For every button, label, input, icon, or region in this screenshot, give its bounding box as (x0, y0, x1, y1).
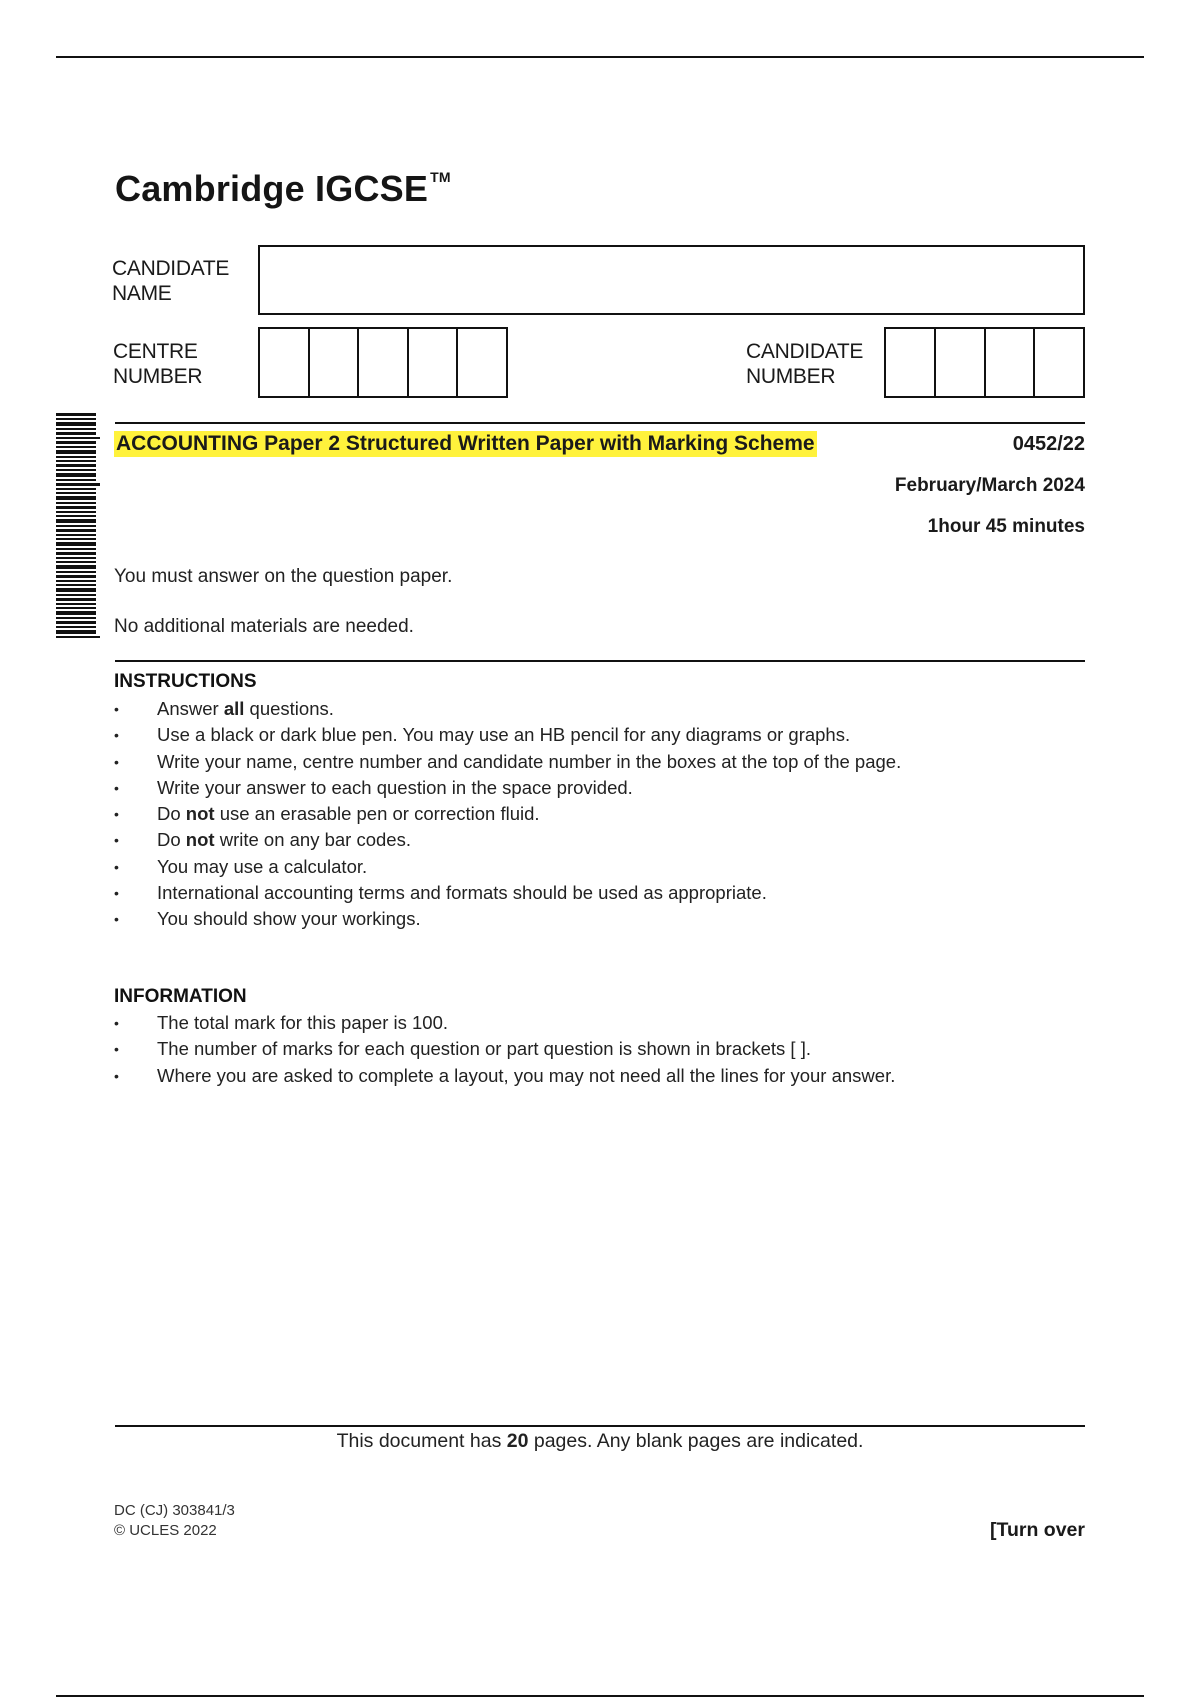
turn-over-label: [Turn over (990, 1519, 1085, 1541)
list-item (114, 722, 1114, 748)
page-count-pre: This document has (336, 1430, 507, 1452)
list-item (114, 827, 1114, 853)
centre-number-label (113, 339, 202, 389)
candidate-number-label (746, 339, 863, 389)
item-text: You should show your workings. (157, 908, 421, 930)
item-text: Do (157, 803, 186, 825)
centre-number-label-line2: NUMBER (113, 365, 203, 388)
bullet-icon: • (114, 779, 119, 796)
candidate-number-cell[interactable] (936, 329, 986, 396)
page-title (115, 168, 451, 210)
exam-duration: 1hour 45 minutes (927, 516, 1085, 537)
list-item (114, 854, 1114, 880)
list-item (114, 906, 1114, 932)
bullet-icon: • (114, 1067, 119, 1084)
item-text: Answer (157, 698, 224, 719)
list-item (114, 1010, 1114, 1036)
instructions-heading: INSTRUCTIONS (114, 671, 257, 692)
bullet-icon: • (114, 885, 119, 902)
information-heading: INFORMATION (114, 986, 247, 1007)
candidate-number-label-line2: NUMBER (746, 365, 836, 388)
information-list (114, 1010, 1114, 1089)
bottom-rule (56, 1695, 1144, 1697)
candidate-name-label-line1: CANDIDATE (112, 257, 230, 280)
bullet-icon: • (114, 1015, 119, 1031)
copyright-notice: © UCLES 2022 (114, 1522, 217, 1539)
trademark-symbol: TM (430, 169, 451, 185)
candidate-number-cell[interactable] (986, 329, 1036, 396)
page-count-number: 20 (506, 1430, 529, 1452)
item-text: The total mark for this paper is 100. (157, 1012, 448, 1033)
centre-number-cell[interactable] (260, 329, 310, 396)
candidate-name-box[interactable] (258, 245, 1085, 315)
bullet-icon: • (114, 701, 119, 717)
document-reference (114, 1501, 235, 1541)
bullet-icon: • (114, 832, 119, 849)
bullet-icon: • (114, 1041, 119, 1058)
item-text: questions. (244, 698, 334, 719)
bullet-icon: • (114, 806, 119, 823)
list-item (114, 775, 1114, 801)
title-text: Cambridge IGCSE (115, 168, 429, 209)
barcode-icon (56, 413, 100, 639)
item-text: Write your name, centre number and candidate number in the boxes at the top of the page. (157, 750, 902, 772)
paper-code: 0452/22 (1012, 433, 1085, 455)
item-text: Write your answer to each question in the space provided. (157, 776, 633, 798)
item-text: write on any bar codes. (214, 829, 411, 851)
list-item (114, 1063, 1114, 1089)
list-item (114, 880, 1114, 906)
item-text: Use a black or dark blue pen. You may use an HB pencil for any diagrams or graphs. (157, 724, 851, 746)
item-emphasis: all (223, 698, 245, 719)
item-emphasis: not (185, 803, 215, 825)
page-count-note (115, 1430, 1085, 1453)
centre-number-boxes (258, 327, 508, 398)
exam-session: February/March 2024 (894, 475, 1085, 496)
item-text: Do (157, 829, 186, 851)
centre-number-cell[interactable] (458, 329, 506, 396)
page-count-post: pages. Any blank pages are indicated. (528, 1430, 864, 1452)
subject-title: ACCOUNTING Paper 2 Structured Written Paper with Marking Scheme (116, 432, 815, 455)
bullet-icon: • (114, 727, 119, 744)
candidate-number-cell[interactable] (1035, 329, 1083, 396)
bullet-icon: • (114, 858, 119, 875)
item-text: International accounting terms and formats should be used as appropriate. (157, 882, 767, 904)
candidate-number-boxes (884, 327, 1085, 398)
bullet-icon: • (114, 753, 119, 770)
subject-top-rule (115, 422, 1085, 424)
item-text: You may use a calculator. (157, 855, 368, 877)
item-text: use an erasable pen or correction fluid. (214, 803, 540, 825)
answer-note: You must answer on the question paper. (114, 566, 453, 587)
subject-title-wrap (114, 432, 817, 456)
centre-number-cell[interactable] (359, 329, 409, 396)
list-item (114, 749, 1114, 775)
centre-number-cell[interactable] (409, 329, 459, 396)
list-item (114, 801, 1114, 827)
list-item (114, 696, 1114, 722)
instructions-top-rule (115, 660, 1085, 662)
top-rule (56, 56, 1144, 58)
reference-code: DC (CJ) 303841/3 (114, 1502, 235, 1519)
item-text: The number of marks for each question or part question is shown in brackets [ ]. (157, 1038, 811, 1060)
footer-rule (115, 1425, 1085, 1427)
bullet-icon: • (114, 911, 119, 928)
materials-note: No additional materials are needed. (114, 616, 414, 637)
list-item (114, 1036, 1114, 1062)
candidate-name-label-line2: NAME (112, 282, 172, 305)
candidate-number-label-line1: CANDIDATE (746, 340, 864, 363)
centre-number-cell[interactable] (310, 329, 360, 396)
item-emphasis: not (185, 829, 215, 851)
candidate-number-cell[interactable] (886, 329, 936, 396)
instructions-list (114, 696, 1114, 933)
centre-number-label-line1: CENTRE (113, 340, 198, 363)
candidate-name-label (112, 256, 229, 306)
item-text: Where you are asked to complete a layout, you may not need all the lines for your answer. (157, 1064, 896, 1086)
